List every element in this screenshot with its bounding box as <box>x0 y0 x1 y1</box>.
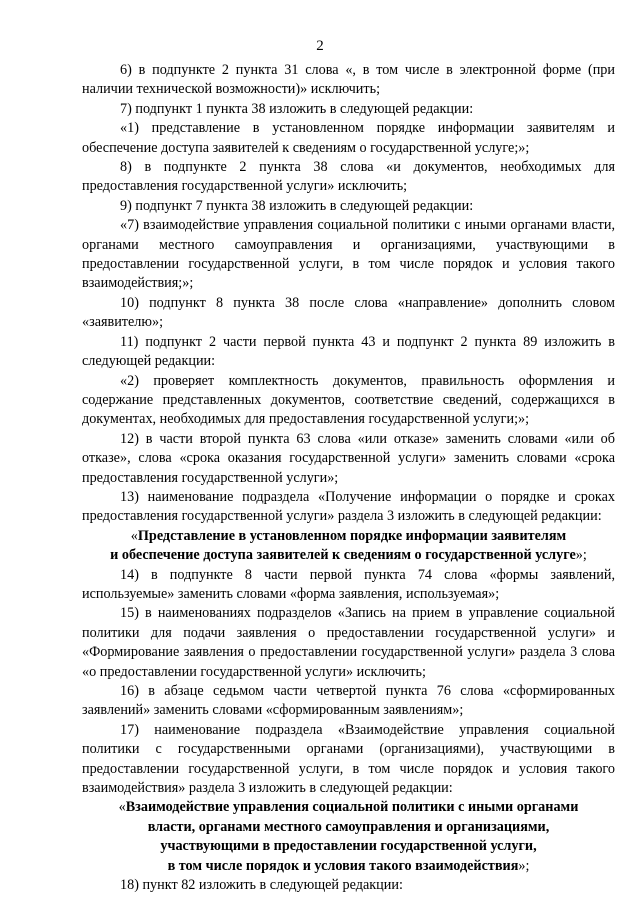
paragraph-item-18: 18) пункт 82 изложить в следующей редакции: <box>120 877 403 894</box>
page-number: 2 <box>316 38 324 54</box>
paragraph-item-10: 10) подпункт 8 пункта 38 после слова «направление» дополнить словом «заявителю»; <box>82 294 615 331</box>
paragraph-item-8: 8) в подпункте 2 пункта 38 слова «и документов, необходимых для предоставления государственной услуги» исключить; <box>82 159 615 195</box>
paragraph-item-11: 11) подпункт 2 части первой пункта 43 и подпункт 2 пункта 89 изложить в следующей редакции: <box>82 333 615 370</box>
heading-line: Представление в установленном порядке информации заявителям <box>137 527 567 544</box>
heading-open-quote: « <box>130 527 138 544</box>
paragraph-item-12: 12) в части второй пункта 63 слова «или отказе» заменить словами «или об отказе», слова «срока оказания государственной услуги» заменить словами «срока предоставления государственной услуги»; <box>82 430 615 486</box>
heading-line: участвующими в предоставлении государственной услуги, <box>160 838 537 855</box>
paragraph-item-6: 6) в подпункте 2 пункта 31 слова «, в том числе в электронной форме (при наличии технической возможности)» исключить; <box>82 62 615 98</box>
paragraph-item-15: 15) в наименованиях подразделов «Запись на прием в управление социальной политики для подачи заявления о предоставлении государственной услуги» и «Формирование заявления о предоставлении государственной услуги» раздела 3 слова «о предоставлении государственной услуги» исключить; <box>82 605 615 680</box>
heading-close-quote: »; <box>518 857 530 874</box>
paragraph-item-16: 16) в абзаце седьмом части четвертой пункта 76 слова «сформированных заявлений» заменить словами «сформированным заявлениям»; <box>82 683 615 719</box>
heading-line: и обеспечение доступа заявителей к сведениям о государственной услуге <box>110 547 576 564</box>
subsection-heading-1 <box>82 527 615 566</box>
paragraph-item-13: 13) наименование подраздела «Получение информации о порядке и сроках предоставления государственной услуги» раздела 3 изложить в следующей редакции: <box>82 488 615 525</box>
document-body <box>82 61 615 895</box>
heading-line: Взаимодействие управления социальной политики с иными органами <box>125 799 579 816</box>
subsection-heading-2 <box>82 798 615 876</box>
paragraph-item-17: 17) наименование подраздела «Взаимодействие управления социальной политики с государственными органами (организациями), участвующими в предоставлении государственной услуги, в том числе порядок и условия такого взаимодействия» раздела 3 изложить в следующей редакции: <box>82 721 615 797</box>
paragraph-item-9: 9) подпункт 7 пункта 38 изложить в следующей редакции: <box>120 197 474 214</box>
heading-open-quote: « <box>118 799 126 816</box>
paragraph-item-7: 7) подпункт 1 пункта 38 изложить в следующей редакции: <box>120 100 474 117</box>
heading-line: в том числе порядок и условия такого взаимодействия <box>167 857 519 874</box>
heading-close-quote: »; <box>575 547 587 564</box>
paragraph-quote-2: «2) проверяет комплектность документов, правильность оформления и содержание представленных документов, соответствие сведений, содержащихся в документах, необходимых для предоставления государственной услуги;»; <box>82 372 615 428</box>
paragraph-quote-7: «7) взаимодействие управления социальной политики с иными органами власти, органами местного самоуправления и организациями, участвующими в предоставлении государственной услуги, в том числе порядок и условия такого взаимодействия;»; <box>82 217 615 292</box>
heading-line: власти, органами местного самоуправления и организациями, <box>147 818 550 835</box>
paragraph-item-14: 14) в подпункте 8 части первой пункта 74 слова «формы заявлений, используемые» заменить словами «форма заявления, используемая»; <box>82 566 615 602</box>
paragraph-quote-1: «1) представление в установленном порядке информации заявителям и обеспечение доступа заявителей к сведениям о государственной услуге;»; <box>82 120 615 156</box>
